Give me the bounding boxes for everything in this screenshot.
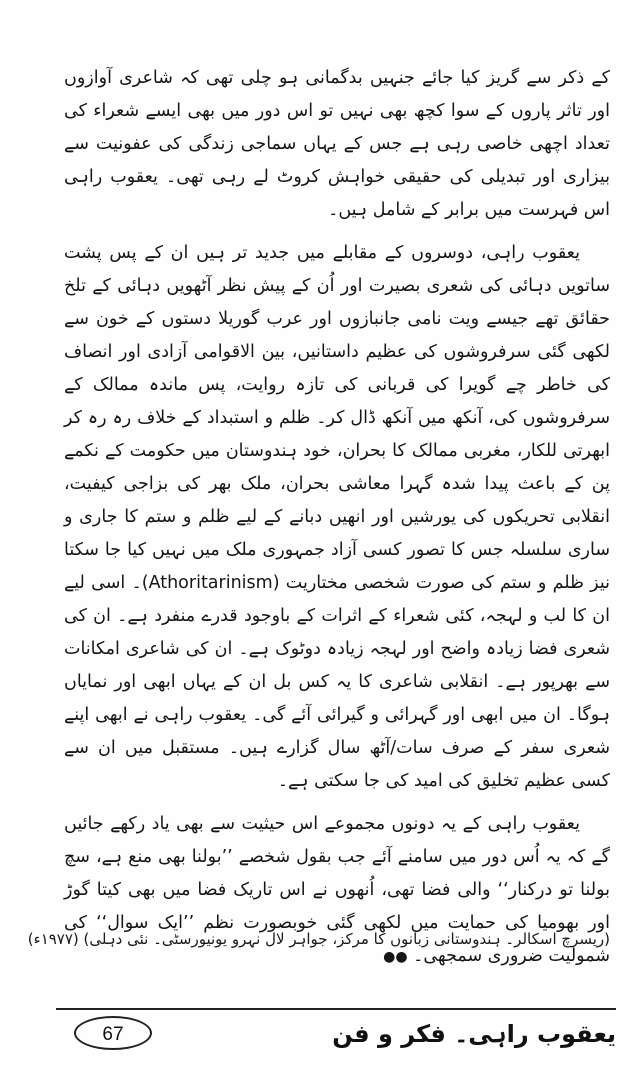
paragraph-1: کے ذکر سے گریز کیا جائے جنہیں بدگمانی ہو چلی تھی کہ شاعری آوازوں اور تاثر پاروں کے سوا کچھ بھی نہیں تو اس دور میں بھی ایسے شعراء کی تعداد اچھی خاصی رہی ہے جس کے یہاں سماجی زندگی کی عفونیت سے بیزاری اور تبدیلی کی حقیقی خواہش کروٹ لے رہی تھی۔ یعقوب راہی اس فہرست میں برابر کے شامل ہیں۔ <box>64 68 610 220</box>
page-footer <box>56 1012 616 1062</box>
body-text <box>27 62 610 974</box>
page-number: 67 <box>74 1016 152 1050</box>
footer-rule <box>56 1008 616 1010</box>
author-citation: (ریسرچ اسکالر۔ ہندوستانی زبانوں کا مرکز، جواہر لال نہرو یونیورسٹی۔ نئی دہلی) (۱۹۷۷ء) <box>27 930 610 948</box>
paragraph-3-text: یعقوب راہی کے یہ دونوں مجموعے اس حیثیت سے بھی یاد رکھے جائیں گے کہ یہ اُس دور میں سامنے آئے جب بقول شخصے ’’بولنا بھی منع ہے، سچ بولنا تو درکنار‘‘ والی فضا تھی، اُنھوں نے اس تاریک فضا میں بھی کیتا گوڑ اور بھومیا کی حمایت میں لکھی گئی خوبصورت نظم ’’ایک سوال‘‘ کی شمولیت ضروری سمجھی۔ <box>64 814 610 966</box>
end-mark: ●● <box>383 949 408 965</box>
paragraph-2: یعقوب راہی، دوسروں کے مقابلے میں جدید تر ہیں ان کے پس پشت ساتویں دہائی کی شعری بصیرت اور اُن کے پیش نظر آٹھویں دہائی کے تلخ حقائق تھے جیسے ویت نامی جانبازوں اور عرب گوریلا دستوں کے خون سے لکھی گئی سرفروشوں کی عظیم داستانیں، بین الاقوامی آزادی اور انصاف کی خاطر چے گویرا کی قربانی کی تازہ روایت، پس ماندہ ممالک کے سرفروشوں کی، آنکھ میں آنکھ ڈال کر۔ ظلم و استبداد کے خلاف رہ رہ کر ابھرتی للکار، مغربی ممالک کا بحران، خود ہندوستان میں حکومت کے نکمے پن کے باعث پیدا شدہ گہرا معاشی بحران، ملک بھر کی بزاجی کیفیت، انقلابی تحریکوں کی یورشیں اور انھیں دبانے کے لیے ظلم و ستم کا جاری و ساری سلسلہ جس کا تصور کسی آزاد جمہوری ملک میں نہیں کیا جا سکتا نیز ظلم و ستم کی صورت شخصی مختاریت (Athoritarinism)۔ اسی لیے ان کا لب و لہجہ، کئی شعراء کے اثرات کے باوجود قدرے منفرد ہے۔ ان کی شعری فضا زیادہ واضح اور لہجہ زیادہ دوٹوک ہے۔ ان کی شاعری امکانات سے بھرپور ہے۔ انقلابی شاعری کا یہ کس بل ان کے یہاں ابھی اور نمایاں ہوگا۔ ان میں ابھی اور گہرائی و گیرائی آئے گی۔ یعقوب راہی نے ابھی اپنے شعری سفر کے صرف سات/آٹھ سال گزارے ہیں۔ مستقبل میں ان سے کسی عظیم تخلیق کی امید کی جا سکتی ہے۔ <box>64 243 610 791</box>
running-title: یعقوب راہی۔ فکر و فن <box>332 1020 616 1048</box>
